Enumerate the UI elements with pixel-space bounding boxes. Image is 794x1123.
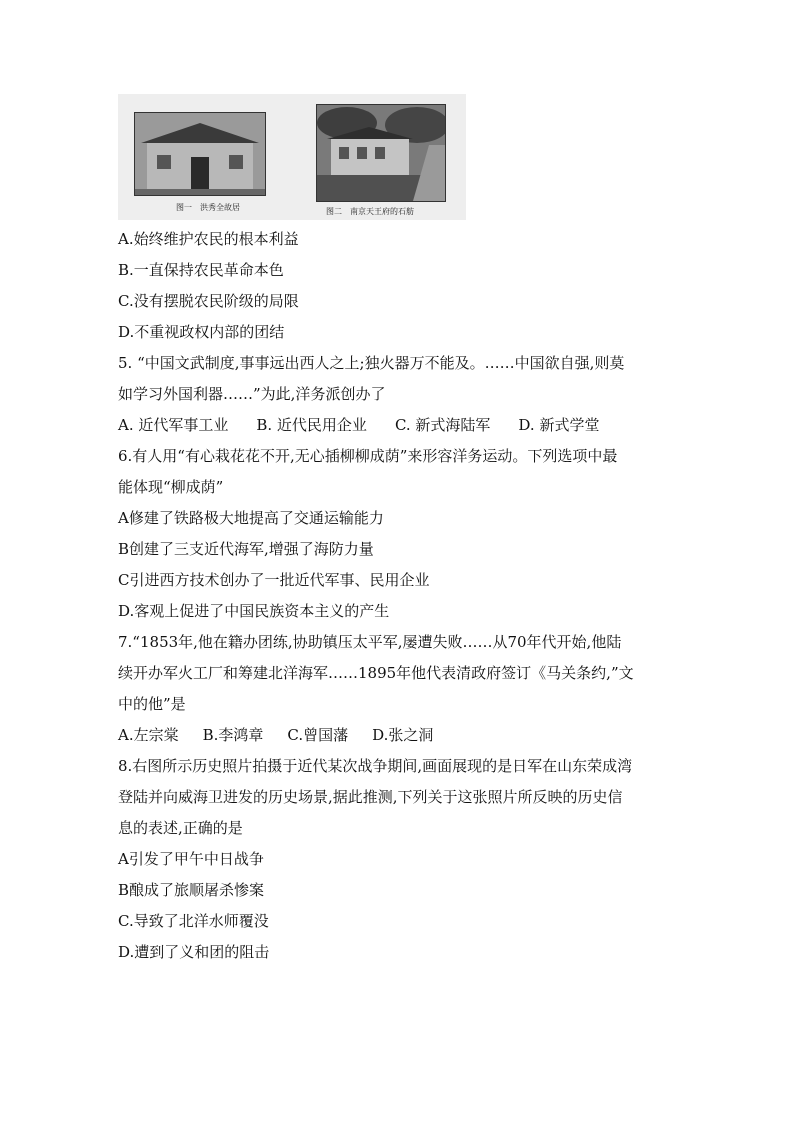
q5-option-a: A. 近代军事工业 (118, 416, 229, 434)
q6-option-b: B创建了三支近代海军,增强了海防力量 (118, 540, 374, 558)
figure-strip (118, 94, 466, 220)
q6-option-d: D.客观上促进了中国民族资本主义的产生 (118, 602, 390, 620)
q8-option-c: C.导致了北洋水师覆没 (118, 912, 269, 930)
q6-stem-line2: 能体现“柳成荫” (118, 478, 224, 496)
q8-option-a: A引发了甲午中日战争 (118, 850, 264, 868)
q5-option-b: B. 近代民用企业 (256, 416, 367, 434)
q6-stem-line1: 6.有人用“有心栽花花不开,无心插柳柳成荫”来形容洋务运动。下列选项中最 (118, 447, 618, 465)
q8-option-b: B酿成了旅顺屠杀惨案 (118, 881, 265, 899)
q7-option-b: B.李鸿章 (202, 726, 264, 744)
q6-option-a: A修建了铁路极大地提高了交通运输能力 (118, 509, 384, 527)
q7-option-d: D.张之洞 (372, 726, 434, 744)
figure-2-caption: 图二 南京天王府的石舫 (326, 207, 414, 216)
q7-option-a: A.左宗棠 (118, 726, 179, 744)
q5-option-c: C. 新式海陆军 (394, 416, 491, 434)
q7-stem-line2: 续开办军火工厂和筹建北洋海军……1895年他代表清政府签订《马关条约,”文 (118, 664, 634, 682)
q5-stem-line1: 5. “中国文武制度,事事远出西人之上;独火器万不能及。……中国欲自强,则莫 (118, 354, 625, 372)
q4-option-d: D.不重视政权内部的团结 (118, 323, 285, 341)
q8-stem-line3: 息的表述,正确的是 (118, 819, 243, 837)
stone-boat-photo (316, 104, 446, 202)
question-content (118, 224, 678, 968)
q6-option-c: C引进西方技术创办了一批近代军事、民用企业 (118, 571, 430, 589)
q7-stem-line3: 中的他”是 (118, 695, 186, 713)
q4-option-b: B.一直保持农民革命本色 (118, 261, 284, 279)
q4-option-c: C.没有摆脱农民阶级的局限 (118, 292, 299, 310)
q4-option-a: A.始终维护农民的根本利益 (118, 230, 299, 248)
q8-stem-line2: 登陆并向威海卫进发的历史场景,据此推测,下列关于这张照片所反映的历史信 (118, 788, 623, 806)
q7-option-c: C.曾国藩 (287, 726, 349, 744)
q5-options (118, 410, 678, 441)
hong-xiuquan-residence-photo (134, 112, 266, 196)
q8-option-d: D.遭到了义和团的阻击 (118, 943, 270, 961)
figure-1-caption: 图一 洪秀全故居 (176, 203, 240, 212)
q7-stem-line1: 7.“1853年,他在籍办团练,协助镇压太平军,屡遭失败……从70年代开始,他陆 (118, 633, 622, 651)
q5-stem-line2: 如学习外国利器……”为此,洋务派创办了 (118, 385, 386, 403)
q7-options (118, 720, 678, 751)
q8-stem-line1: 8.右图所示历史照片拍摄于近代某次战争期间,画面展现的是日军在山东荣成湾 (118, 757, 633, 775)
q5-option-d: D. 新式学堂 (518, 416, 600, 434)
